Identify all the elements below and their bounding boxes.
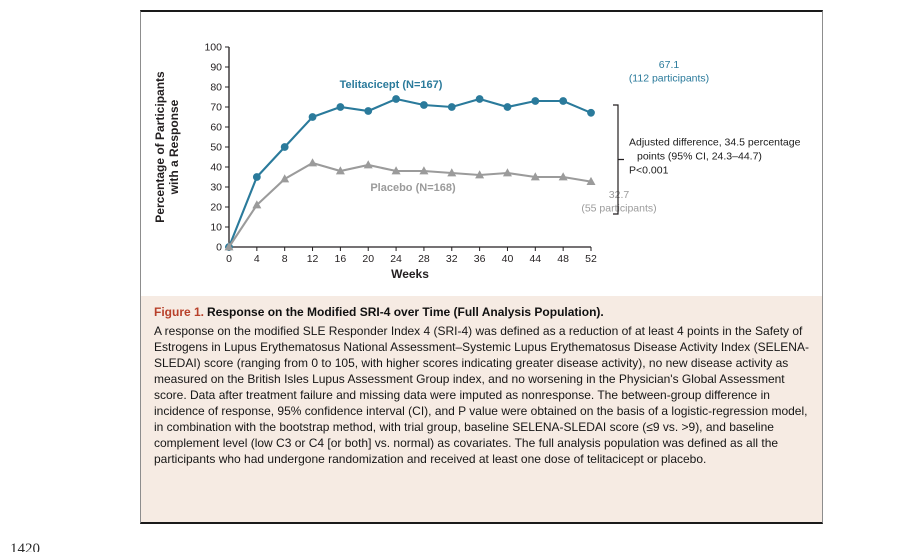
data-point [392,95,400,103]
y-tick-label: 10 [210,221,222,234]
data-point [308,158,317,166]
y-tick-label: 0 [216,241,222,254]
x-tick-label: 28 [418,253,430,265]
sri4-response-chart [141,12,822,296]
y-axis-title: Percentage of Participantswith a Response [153,71,181,223]
data-point [559,97,567,105]
data-point [504,103,512,111]
y-tick-label: 60 [210,121,222,134]
series-line-0 [229,99,591,247]
x-tick-label: 44 [529,253,542,265]
figure-caption [141,296,822,522]
x-tick-label: 32 [445,253,458,265]
x-tick-label: 0 [226,253,232,265]
y-tick-label: 30 [210,181,222,194]
difference-annotation-line: points (95% CI, 24.3–44.7) [637,150,762,163]
series-end-label-1: 32.7 [608,189,630,201]
x-tick-label: 4 [253,253,260,265]
y-tick-label: 90 [210,61,222,74]
series-label-0: Telitacicept (N=167) [339,79,443,91]
x-tick-label: 52 [585,253,597,265]
data-point [420,101,428,109]
data-point [587,109,595,117]
x-tick-label: 36 [473,253,486,265]
y-tick-label: 40 [210,161,222,174]
series-end-label-0: (112 participants) [628,72,710,85]
series-label-1: Placebo (N=168) [370,182,456,194]
x-tick-label: 40 [501,253,514,265]
y-tick-label: 70 [210,101,222,114]
data-point [309,113,317,121]
series-end-label-1: (55 participants) [581,202,657,215]
figure-title: Response on the Modified SRI-4 over Time (Full Analysis Population). [207,305,604,319]
page-number: 1420 [10,541,40,552]
difference-annotation-line: Adjusted difference, 34.5 percentage [629,136,801,149]
x-tick-label: 8 [281,253,288,265]
x-tick-label: 16 [334,253,347,265]
data-point [253,173,261,181]
data-point [364,107,372,115]
data-point [448,103,456,111]
data-point [531,97,539,105]
data-point [364,160,373,168]
x-tick-label: 20 [362,253,375,265]
x-tick-label: 12 [306,253,319,265]
x-tick-label: 24 [390,253,402,265]
chart-area [141,12,822,296]
y-tick-label: 20 [210,201,222,214]
figure-number-label: Figure 1. [154,305,205,319]
data-point [476,95,484,103]
figure-caption-body: A response on the modified SLE Responder Index 4 (SRI-4) was defined as a reduction of at least 4 points in the Safety of Estrogens in Lupus Erythematosus National Assessment–Systemic Lupus Erythematosus Disease Activity Index (SELENA-SLEDAI) score (ranging from 0 to 105, with higher scores indicating greater disease activity), no new disease activity as measured on the British Isles Lupus Assessment Group index, and no worsening in the Physician's Global Assessment score. Data after treatment failure and missing data were imputed as nonresponse. The between-group difference in incidence of response, 95% confidence interval (CI), and P value were obtained on the basis of a logistic-regression model, in combination with the bootstrap method, with trial group, baseline SELENA-SLEDAI score (≤9 vs. >9), and baseline complement level (low C3 or C4 [or both] vs. normal) as covariates. The full analysis population was defined as all the participants who had undergone randomization and received at least one dose of telitacicept or placebo. [154,324,809,466]
y-tick-label: 80 [210,81,222,94]
y-tick-label: 100 [204,41,222,54]
difference-annotation-line: P<0.001 [629,164,669,177]
x-axis-title: Weeks [391,267,429,281]
figure-panel [140,10,823,524]
y-tick-label: 50 [210,141,222,154]
data-point [336,103,344,111]
data-point [281,143,289,151]
figure-caption-title [154,305,809,319]
x-tick-label: 48 [557,253,569,265]
series-end-label-0: 67.1 [658,59,680,71]
